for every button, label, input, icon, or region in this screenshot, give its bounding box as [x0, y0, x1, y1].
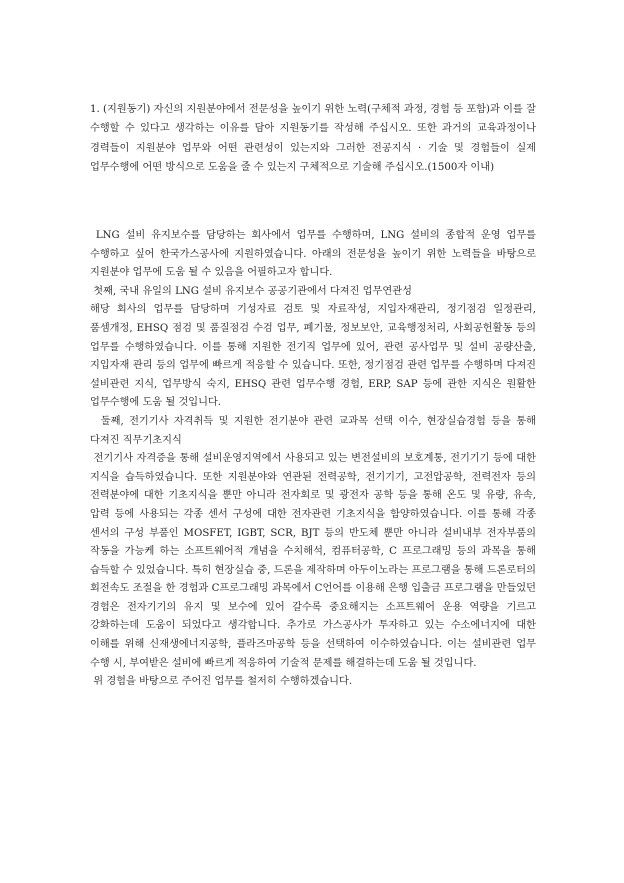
answer-paragraph-first: 해당 회사의 업무를 담당하며 기성자료 검토 및 자료작성, 지입자재관리, 정기점검 일정관리, 품셈개정, EHSQ 점검 및 품질점검 수검 업무, 폐기물, 정보보안, 교육행정처리, 사회공헌활동 등의 업무를 수행하였습니다. 이를 통해 지원한 전기직 업무에 있어, 관련 공사업무 및 설비 공량산출, 지입자재 관리 등의 업무에 빠르게 적응할 수 있습니다. 또한, 정기점검 관련 업무를 수행하며 다져진 설비관련 지식, 업무방식 숙지, EHSQ 관련 업무수행 경험, ERP, SAP 등에 관한 지식은 원활한 업무수행에 도움 될 것입니다.	[90, 304, 540, 409]
question-text: 1. (지원동기) 자신의 지원분야에서 전문성을 높이기 위한 노력(구체적 과정, 경험 등 포함)과 이를 잘 수행할 수 있다고 생각하는 이유를 담아 지원동기를 작성해 주십시오. 또한 과거의 교육과정이나 경력들이 지원분야 업무와 어떤 관련성이 있는지와 그러한 전공지식 · 기술 및 경험들이 실제 업무수행에 어떤 방식으로 도움을 줄 수 있는지 구체적으로 기술해 주십시오.(1500자 이내)	[90, 104, 536, 173]
answer-heading-second: 둘째, 전기기사 자격취득 및 지원한 전기분야 관련 교과목 선택 이수, 현장실습경험 등을 통해 다져진 직무기초지식	[90, 415, 540, 446]
answer-paragraph-closing: 위 경험을 바탕으로 주어진 업무를 철저히 수행하겠습니다.	[90, 676, 353, 688]
answer-paragraph-second: 전기기사 자격증을 통해 설비운영지역에서 사용되고 있는 변전설비의 보호계통, 전기기기 등에 대한 지식을 습득하였습니다. 또한 지원분야와 연관된 전력공학, 전기기기, 고전압공학, 전력전자 등의 전력분야에 대한 기초지식을 뿐만 아니라 전자회로 및 광전자 공학 등을 통해 온도 및 유량, 유속, 압력 등에 사용되는 각종 센서 구성에 대한 전자관련 기초지식을 함양하였습니다. 이를 통해 각종 센서의 구성 부품인 MOSFET, IGBT, SCR, BJT 등의 반도체 뿐만 아니라 설비내부 전자부품의 작동을 가능케 하는 소프트웨어적 개념을 수치해석, 컴퓨터공학, C 프로그래밍 등의 과목을 통해 습득할 수 있었습니다. 특히 현장실습 중, 드론을 제작하며 아두이노라는 프로그램을 통해 드론로터의 회전속도 조절을 한 경험과 C프로그래밍 과목에서 C언어를 이용해 은행 입출금 프로그램을 만들었던 경험은 전자기기의 유지 및 보수에 있어 갈수록 중요해지는 소프트웨어 운용 역량을 기르고 강화하는데 도움이 되었다고 생각합니다. 추가로 가스공사가 투자하고 있는 수소에너지에 대한 이해를 위해 신재생에너지공학, 플라즈마공학 등을 선택하여 이수하였습니다. 이는 설비관련 업무 수행 시, 부여받은 설비에 빠르게 적응하여 기술적 문제를 해결하는데 도움 될 것입니다.	[90, 453, 540, 669]
answer-heading-first: 첫째, 국내 유일의 LNG 설비 유지보수 공공기관에서 다져진 업무연관성	[90, 285, 412, 297]
answer-body	[90, 227, 540, 692]
answer-paragraph-intro: LNG 설비 유지보수를 담당하는 회사에서 업무를 수행하며, LNG 설비의 종합적 운영 업무를 수행하고 싶어 한국가스공사에 지원하였습니다. 아래의 전문성을 높이기 위한 노력들을 바탕으로 지원분야 업무에 도움 될 수 있음을 어필하고자 합니다.	[90, 230, 540, 279]
